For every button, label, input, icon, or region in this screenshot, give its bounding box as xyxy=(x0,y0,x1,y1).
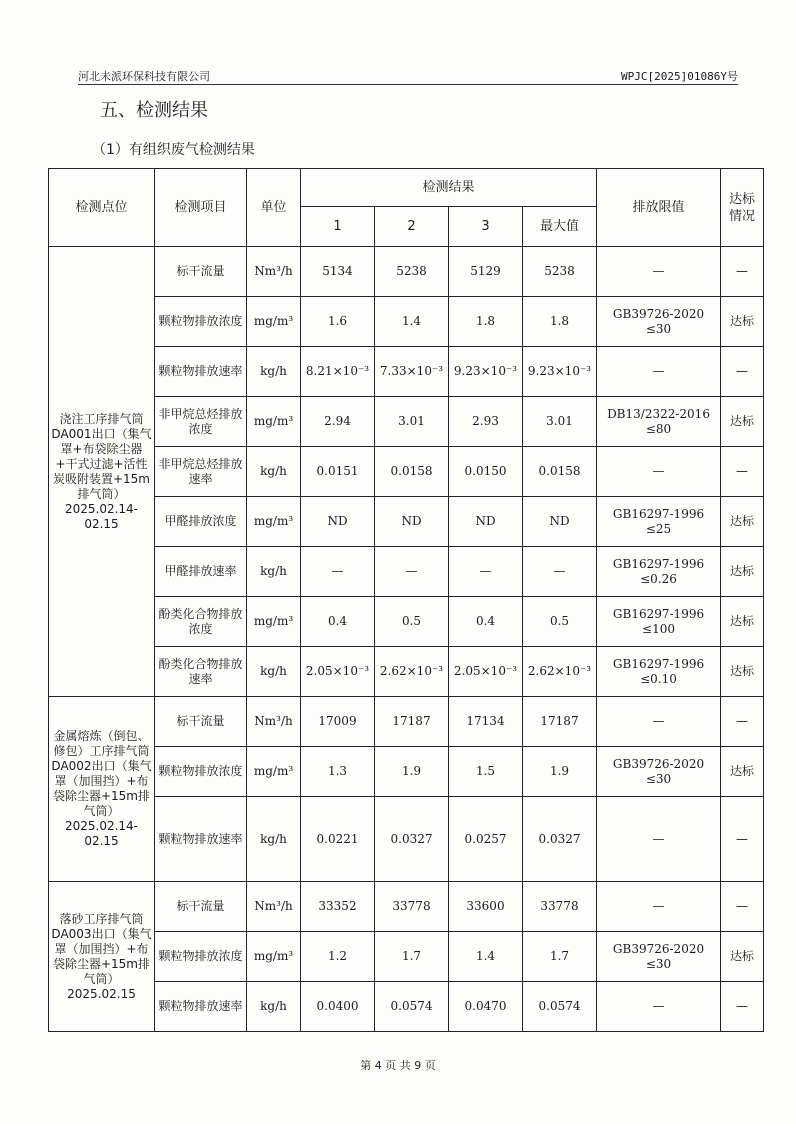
page-header xyxy=(78,66,738,85)
result-1: 0.4 xyxy=(301,597,375,647)
results-table xyxy=(48,168,764,1032)
emission-limit: — xyxy=(597,447,721,497)
result-1: 0.0221 xyxy=(301,797,375,882)
result-2: 1.9 xyxy=(375,747,449,797)
result-1: 0.0151 xyxy=(301,447,375,497)
table-row xyxy=(49,882,764,932)
result-3: 0.0150 xyxy=(449,447,523,497)
result-max: 1.8 xyxy=(523,297,597,347)
result-3: 9.23×10⁻³ xyxy=(449,347,523,397)
result-1: 1.2 xyxy=(301,932,375,982)
table-row xyxy=(49,747,764,797)
result-3: 1.4 xyxy=(449,932,523,982)
result-3: 1.5 xyxy=(449,747,523,797)
pass-status: 达标 xyxy=(721,647,764,697)
test-item: 非甲烷总烃排放浓度 xyxy=(155,397,247,447)
table-row xyxy=(49,347,764,397)
unit: kg/h xyxy=(247,347,301,397)
test-item: 非甲烷总烃排放速率 xyxy=(155,447,247,497)
result-1: — xyxy=(301,547,375,597)
unit: mg/m³ xyxy=(247,397,301,447)
result-3: 0.0257 xyxy=(449,797,523,882)
pass-status: — xyxy=(721,347,764,397)
result-1: 2.05×10⁻³ xyxy=(301,647,375,697)
unit: kg/h xyxy=(247,982,301,1032)
result-1: 17009 xyxy=(301,697,375,747)
header-point: 检测点位 xyxy=(49,169,155,247)
test-item: 颗粒物排放浓度 xyxy=(155,297,247,347)
test-item: 标干流量 xyxy=(155,697,247,747)
pass-status: — xyxy=(721,882,764,932)
result-2: 0.5 xyxy=(375,597,449,647)
result-max: 9.23×10⁻³ xyxy=(523,347,597,397)
header-max: 最大值 xyxy=(523,207,597,247)
header-run-3: 3 xyxy=(449,207,523,247)
result-3: 1.8 xyxy=(449,297,523,347)
result-max: 0.0327 xyxy=(523,797,597,882)
result-2: 1.4 xyxy=(375,297,449,347)
result-max: ND xyxy=(523,497,597,547)
result-3: — xyxy=(449,547,523,597)
pass-status: — xyxy=(721,247,764,297)
unit: mg/m³ xyxy=(247,597,301,647)
unit: kg/h xyxy=(247,797,301,882)
unit: kg/h xyxy=(247,547,301,597)
test-item: 标干流量 xyxy=(155,247,247,297)
table-row xyxy=(49,397,764,447)
pass-status: 达标 xyxy=(721,597,764,647)
result-1: 5134 xyxy=(301,247,375,297)
result-1: 1.6 xyxy=(301,297,375,347)
table-row xyxy=(49,932,764,982)
table-row xyxy=(49,697,764,747)
emission-limit: DB13/2322-2016 ≤80 xyxy=(597,397,721,447)
test-item: 颗粒物排放浓度 xyxy=(155,747,247,797)
unit: Nm³/h xyxy=(247,882,301,932)
result-3: 17134 xyxy=(449,697,523,747)
result-3: 33600 xyxy=(449,882,523,932)
table-row xyxy=(49,797,764,882)
test-item: 甲醛排放速率 xyxy=(155,547,247,597)
result-1: ND xyxy=(301,497,375,547)
pass-status: — xyxy=(721,982,764,1032)
result-1: 33352 xyxy=(301,882,375,932)
test-item: 颗粒物排放速率 xyxy=(155,347,247,397)
result-2: 3.01 xyxy=(375,397,449,447)
result-max: 2.62×10⁻³ xyxy=(523,647,597,697)
result-1: 1.3 xyxy=(301,747,375,797)
test-item: 酚类化合物排放浓度 xyxy=(155,597,247,647)
header-pass: 达标情况 xyxy=(721,169,764,247)
header-item: 检测项目 xyxy=(155,169,247,247)
emission-limit: GB16297-1996 ≤0.10 xyxy=(597,647,721,697)
table-row xyxy=(49,497,764,547)
section-title: 五、检测结果 xyxy=(100,100,208,121)
result-2: 0.0158 xyxy=(375,447,449,497)
result-max: 0.5 xyxy=(523,597,597,647)
test-item: 甲醛排放浓度 xyxy=(155,497,247,547)
pass-status: — xyxy=(721,697,764,747)
test-item: 酚类化合物排放速率 xyxy=(155,647,247,697)
emission-limit: GB16297-1996 ≤100 xyxy=(597,597,721,647)
header-run-1: 1 xyxy=(301,207,375,247)
monitoring-point: 落砂工序排气筒DA003出口（集气罩（加围挡）+布袋除尘器+15m排气筒）2025.02.15 xyxy=(49,882,155,1032)
result-3: 2.05×10⁻³ xyxy=(449,647,523,697)
result-2: 0.0327 xyxy=(375,797,449,882)
result-2: 1.7 xyxy=(375,932,449,982)
unit: mg/m³ xyxy=(247,497,301,547)
table-row xyxy=(49,547,764,597)
result-1: 0.0400 xyxy=(301,982,375,1032)
pass-status: — xyxy=(721,447,764,497)
emission-limit: GB39726-2020 ≤30 xyxy=(597,932,721,982)
subsection-title: （1）有组织废气检测结果 xyxy=(92,142,255,158)
result-2: 5238 xyxy=(375,247,449,297)
unit: Nm³/h xyxy=(247,697,301,747)
test-item: 颗粒物排放速率 xyxy=(155,982,247,1032)
unit: mg/m³ xyxy=(247,297,301,347)
result-2: ND xyxy=(375,497,449,547)
header-unit: 单位 xyxy=(247,169,301,247)
table-row xyxy=(49,647,764,697)
result-2: 2.62×10⁻³ xyxy=(375,647,449,697)
unit: mg/m³ xyxy=(247,932,301,982)
unit: kg/h xyxy=(247,447,301,497)
emission-limit: GB39726-2020 ≤30 xyxy=(597,747,721,797)
result-max: 1.9 xyxy=(523,747,597,797)
result-max: — xyxy=(523,547,597,597)
header-results: 检测结果 xyxy=(301,169,597,207)
result-2: — xyxy=(375,547,449,597)
unit: Nm³/h xyxy=(247,247,301,297)
report-number: WPJC[2025]01086Y号 xyxy=(621,70,738,83)
result-max: 33778 xyxy=(523,882,597,932)
monitoring-point: 金属熔炼（倒包、修包）工序排气筒DA002出口（集气罩（加围挡）+布袋除尘器+15m排气筒）2025.02.14-02.15 xyxy=(49,697,155,882)
result-max: 5238 xyxy=(523,247,597,297)
company-name: 河北未派环保科技有限公司 xyxy=(78,70,210,83)
emission-limit: — xyxy=(597,797,721,882)
result-2: 17187 xyxy=(375,697,449,747)
monitoring-point: 浇注工序排气筒DA001出口（集气罩+布袋除尘器+干式过滤+活性炭吸附装置+15m排气筒）2025.02.14-02.15 xyxy=(49,247,155,697)
table-row xyxy=(49,447,764,497)
test-item: 颗粒物排放速率 xyxy=(155,797,247,882)
result-2: 33778 xyxy=(375,882,449,932)
emission-limit: GB16297-1996 ≤0.26 xyxy=(597,547,721,597)
pass-status: 达标 xyxy=(721,932,764,982)
pass-status: 达标 xyxy=(721,397,764,447)
header-limit: 排放限值 xyxy=(597,169,721,247)
unit: kg/h xyxy=(247,647,301,697)
emission-limit: GB39726-2020 ≤30 xyxy=(597,297,721,347)
result-max: 1.7 xyxy=(523,932,597,982)
test-item: 颗粒物排放浓度 xyxy=(155,932,247,982)
result-1: 8.21×10⁻³ xyxy=(301,347,375,397)
result-2: 7.33×10⁻³ xyxy=(375,347,449,397)
pass-status: 达标 xyxy=(721,547,764,597)
result-max: 0.0574 xyxy=(523,982,597,1032)
header-run-2: 2 xyxy=(375,207,449,247)
result-3: 5129 xyxy=(449,247,523,297)
result-2: 0.0574 xyxy=(375,982,449,1032)
result-3: 0.4 xyxy=(449,597,523,647)
pass-status: — xyxy=(721,797,764,882)
pass-status: 达标 xyxy=(721,497,764,547)
unit: mg/m³ xyxy=(247,747,301,797)
pass-status: 达标 xyxy=(721,297,764,347)
result-3: ND xyxy=(449,497,523,547)
results-body xyxy=(49,247,764,1032)
pass-status: 达标 xyxy=(721,747,764,797)
result-max: 3.01 xyxy=(523,397,597,447)
emission-limit: — xyxy=(597,697,721,747)
result-max: 0.0158 xyxy=(523,447,597,497)
table-row xyxy=(49,597,764,647)
emission-limit: — xyxy=(597,982,721,1032)
table-row xyxy=(49,982,764,1032)
emission-limit: GB16297-1996 ≤25 xyxy=(597,497,721,547)
test-item: 标干流量 xyxy=(155,882,247,932)
table-row xyxy=(49,297,764,347)
table-row xyxy=(49,247,764,297)
emission-limit: — xyxy=(597,882,721,932)
emission-limit: — xyxy=(597,247,721,297)
result-1: 2.94 xyxy=(301,397,375,447)
result-3: 2.93 xyxy=(449,397,523,447)
page-number: 第 4 页 共 9 页 xyxy=(360,1059,436,1072)
result-3: 0.0470 xyxy=(449,982,523,1032)
emission-limit: — xyxy=(597,347,721,397)
result-max: 17187 xyxy=(523,697,597,747)
